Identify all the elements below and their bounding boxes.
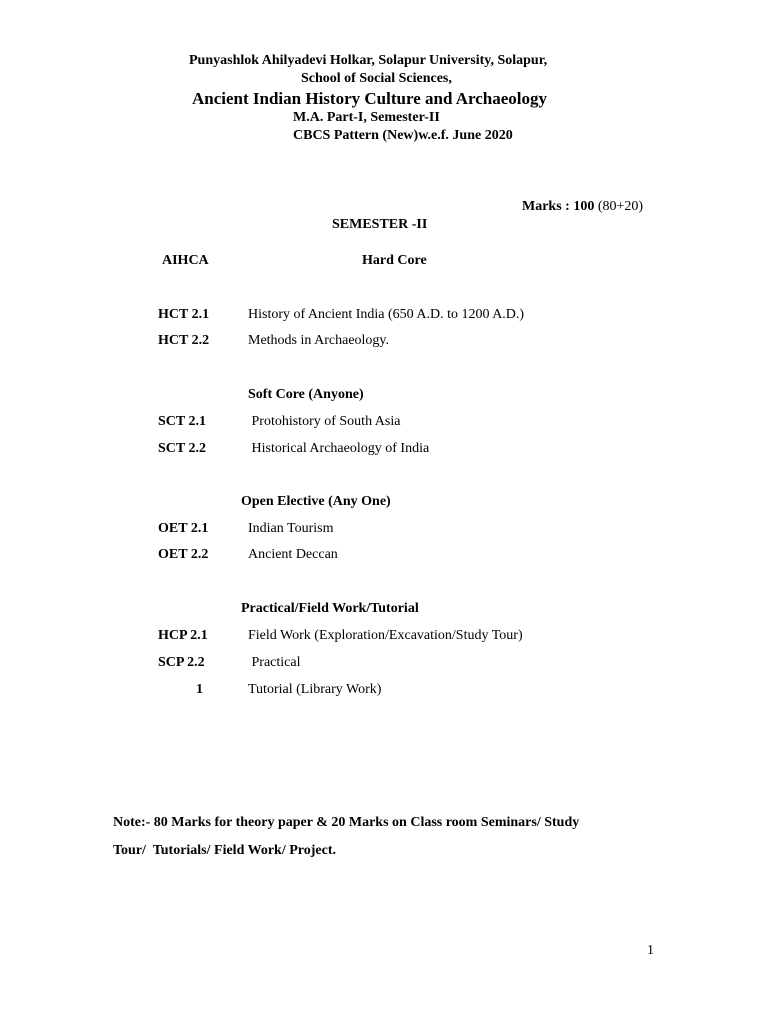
soft-core-heading: Soft Core (Anyone) — [248, 387, 364, 402]
course-code: SCP 2.2 — [158, 655, 205, 670]
course-code: HCT 2.2 — [158, 333, 210, 348]
course-code: SCT 2.2 — [158, 441, 206, 456]
pattern-title: CBCS Pattern (New)w.e.f. June 2020 — [293, 128, 513, 143]
hard-core-heading: Hard Core — [362, 253, 427, 268]
course-code: SCT 2.1 — [158, 414, 206, 429]
course-title: Ancient Deccan — [248, 547, 338, 562]
university-name: Punyashlok Ahilyadevi Holkar, Solapur University, Solapur, — [189, 53, 548, 68]
course-title: History of Ancient India (650 A.D. to 1200 A.D.) — [248, 307, 525, 322]
course-title: Methods in Archaeology. — [248, 333, 390, 348]
course-code: HCT 2.1 — [158, 307, 210, 322]
note-line-2: Tour/ Tutorials/ Field Work/ Project. — [113, 843, 336, 858]
course-code: OET 2.1 — [158, 521, 209, 536]
marks-split: (80+20) — [594, 199, 644, 214]
marks-line — [522, 199, 643, 215]
course-code: HCP 2.1 — [158, 628, 208, 643]
course-title: Field Work (Exploration/Excavation/Study Tour) — [248, 628, 523, 643]
department-title: Ancient Indian History Culture and Archaeology — [192, 89, 547, 108]
course-title: Tutorial (Library Work) — [248, 682, 382, 697]
course-title: Historical Archaeology of India — [248, 441, 430, 456]
course-code-label: AIHCA — [162, 253, 209, 268]
course-code: OET 2.2 — [158, 547, 209, 562]
program-title: M.A. Part-I, Semester-II — [293, 110, 440, 125]
course-code: 1 — [196, 682, 203, 697]
open-elective-heading: Open Elective (Any One) — [241, 494, 391, 509]
course-title: Practical — [248, 655, 301, 670]
semester-title: SEMESTER -II — [332, 217, 428, 232]
marks-label: Marks : 100 — [522, 199, 595, 214]
page-number: 1 — [647, 943, 654, 958]
note-line-1: Note:- 80 Marks for theory paper & 20 Marks on Class room Seminars/ Study — [113, 815, 580, 830]
course-title: Indian Tourism — [248, 521, 334, 536]
course-title: Protohistory of South Asia — [248, 414, 401, 429]
practical-heading: Practical/Field Work/Tutorial — [241, 601, 419, 616]
school-name: School of Social Sciences, — [301, 71, 452, 86]
